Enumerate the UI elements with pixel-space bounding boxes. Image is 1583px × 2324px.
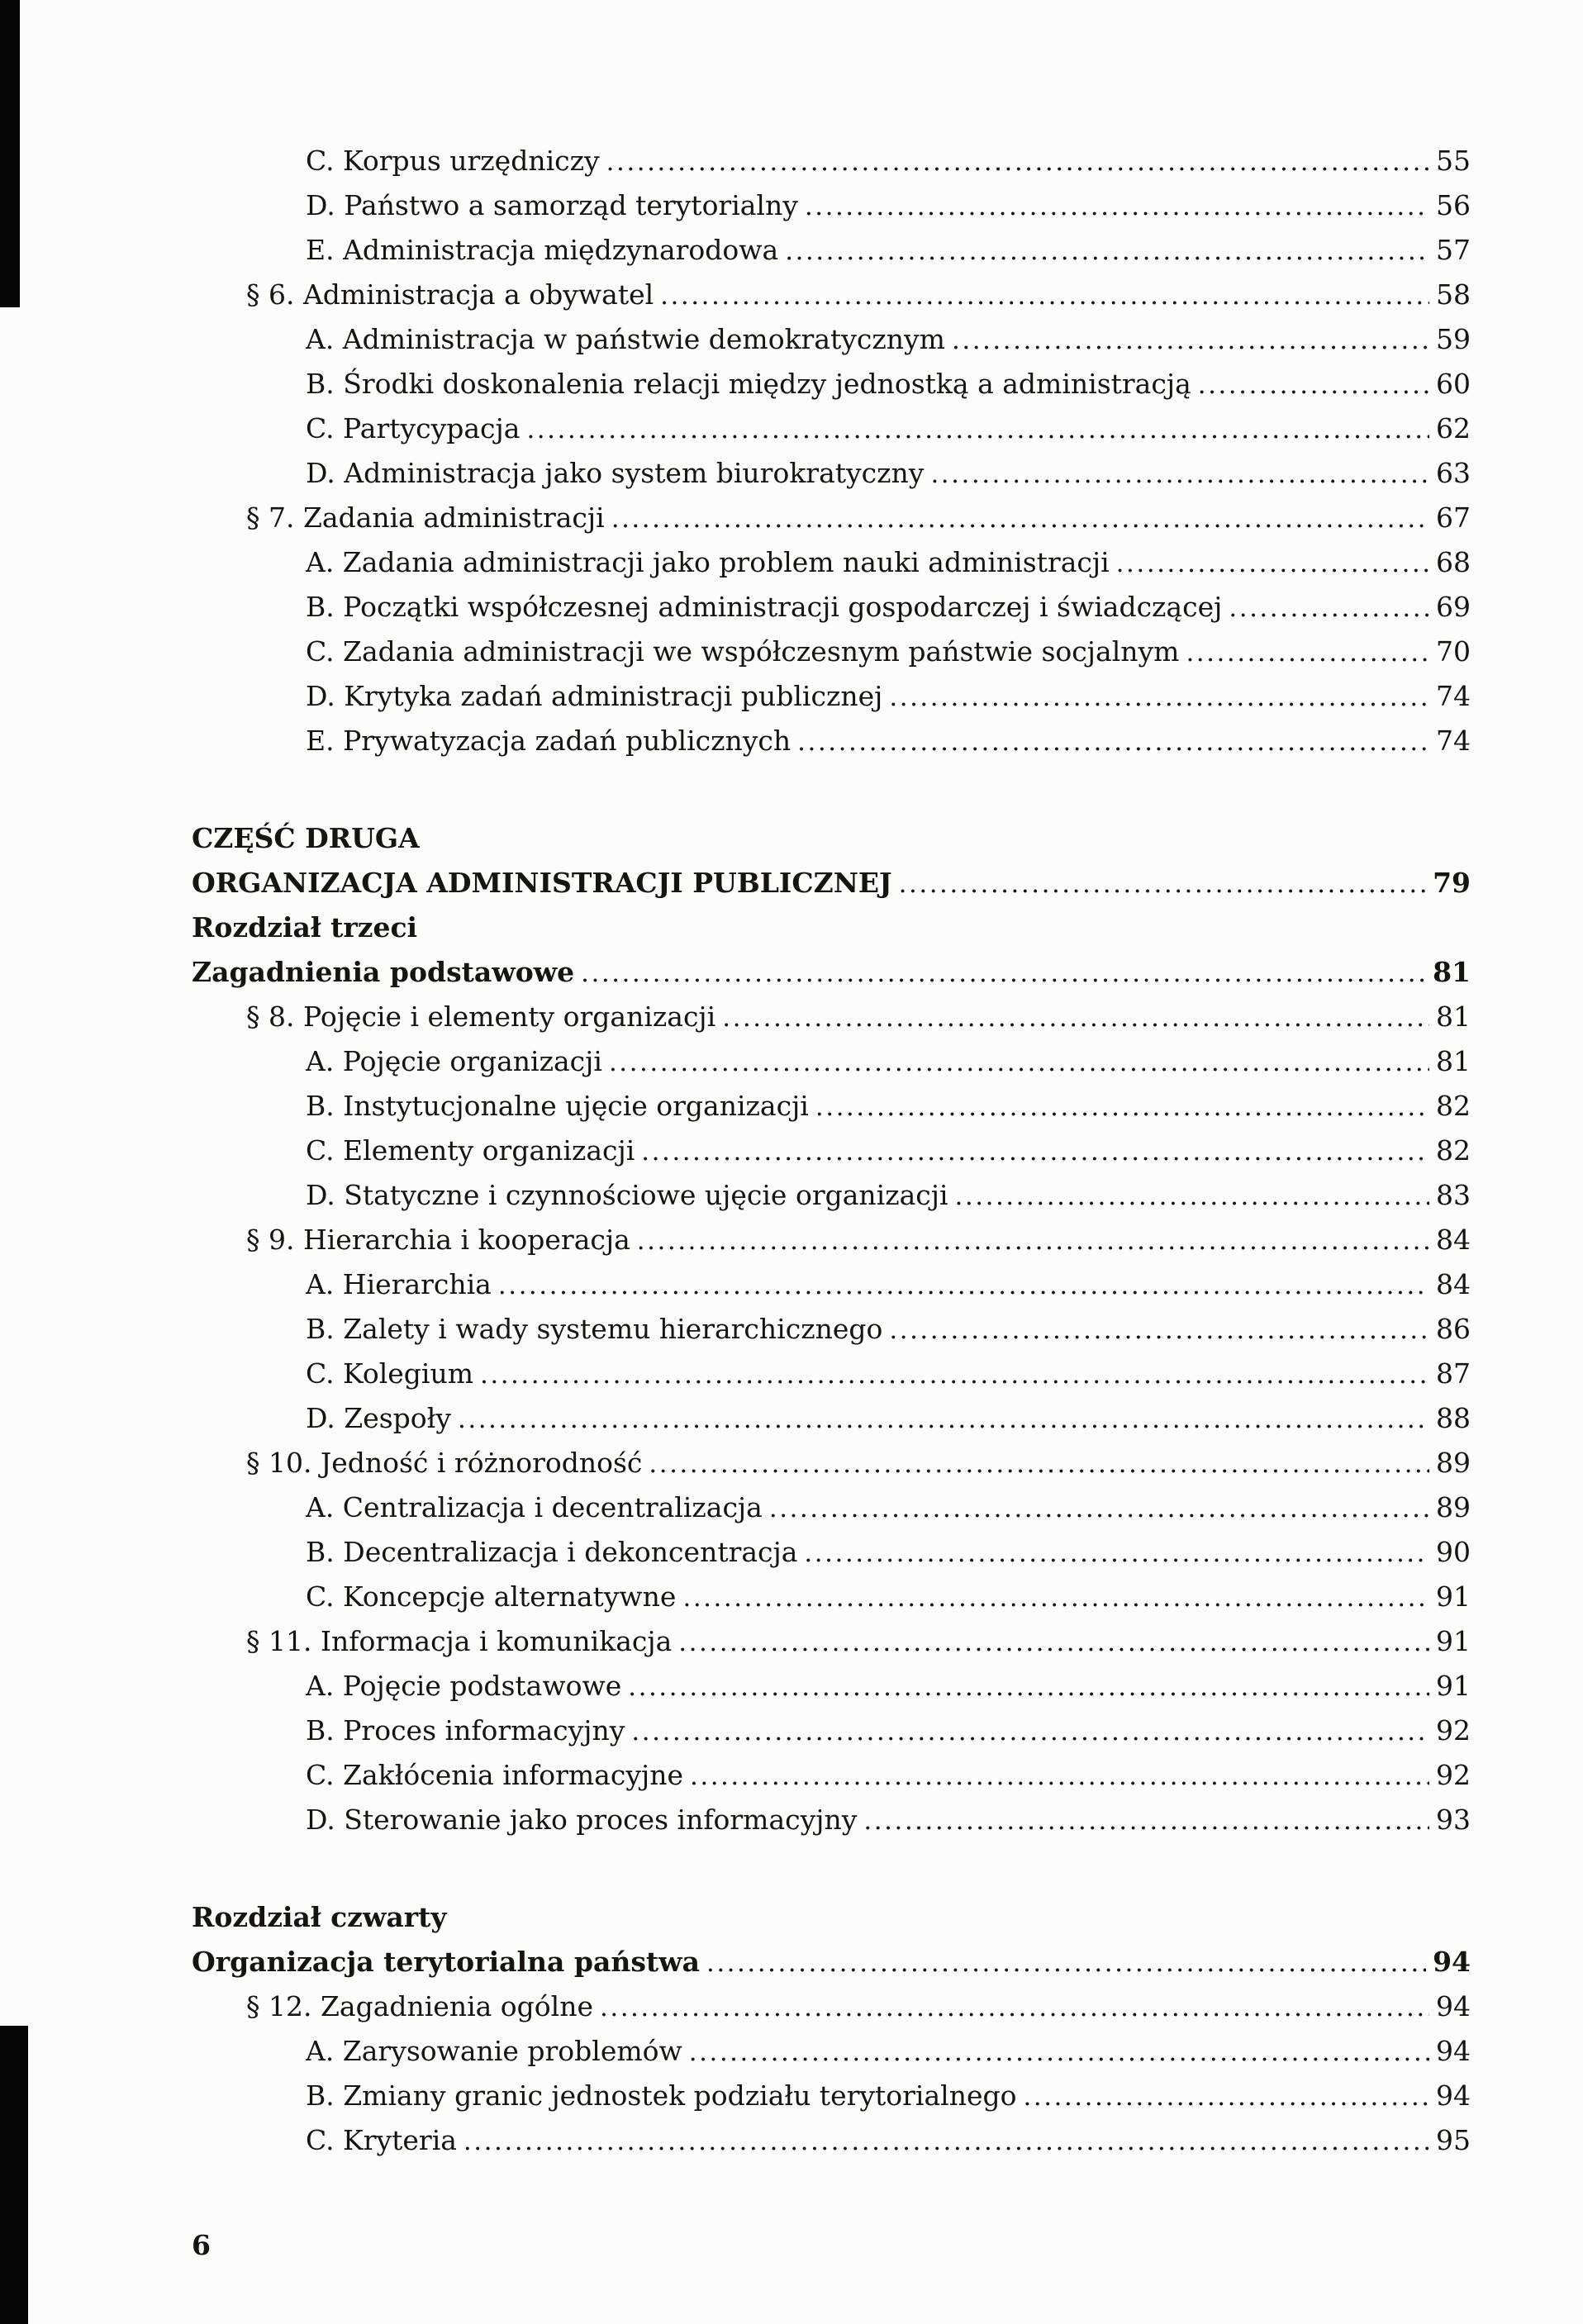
dot-leader: [526, 406, 1429, 452]
toc-entry: [192, 1575, 1471, 1619]
toc-entry-label: D. Państwo a samorząd terytorialny: [306, 189, 798, 221]
toc-entry-page: 90: [1436, 1536, 1471, 1568]
toc-entry-label: B. Proces informacyjny: [306, 1714, 625, 1747]
dot-leader: [785, 228, 1429, 273]
toc-entry-label: § 10. Jedność i różnorodność: [246, 1447, 643, 1479]
toc-entry-label: D. Zespoły: [306, 1402, 451, 1434]
toc-entry-label: C. Korpus urzędniczy: [306, 145, 600, 177]
toc-entry-page: 86: [1436, 1313, 1471, 1345]
toc-entry-page: 89: [1436, 1491, 1471, 1523]
toc-entry-page: 91: [1436, 1625, 1471, 1657]
toc-entry-page: 56: [1436, 189, 1471, 221]
toc-entry: [192, 674, 1471, 719]
toc-entry: [192, 1129, 1471, 1173]
toc-entry-page: 69: [1436, 591, 1471, 623]
toc-entry-page: 67: [1436, 501, 1471, 534]
dot-leader: [581, 950, 1426, 996]
toc-entry: [192, 585, 1471, 630]
toc-entry-page: 57: [1436, 234, 1471, 266]
toc-entry-page: 91: [1436, 1580, 1471, 1613]
toc-entry-page: 93: [1436, 1804, 1471, 1836]
toc-entry-label: A. Administracja w państwie demokratycznym: [306, 323, 945, 355]
toc-entry-label: § 7. Zadania administracji: [246, 501, 605, 534]
dot-leader: [628, 1664, 1429, 1709]
toc-entry-label: CZĘŚĆ DRUGA: [192, 822, 420, 854]
toc-entry-label: Rozdział trzeci: [192, 911, 418, 943]
dot-leader: [660, 273, 1429, 318]
dot-leader: [609, 1039, 1429, 1085]
toc-entry: [192, 273, 1471, 317]
toc-entry-label: A. Centralizacja i decentralizacja: [306, 1491, 763, 1523]
toc-entry-page: 55: [1436, 145, 1471, 177]
toc-entry: [192, 183, 1471, 228]
toc-entry: [192, 1530, 1471, 1575]
toc-entry: [192, 496, 1471, 540]
dot-leader: [889, 674, 1429, 720]
toc-entry: [192, 1753, 1471, 1798]
dot-leader: [600, 1984, 1429, 2030]
toc-entry-page: 83: [1436, 1179, 1471, 1211]
dot-leader: [611, 496, 1429, 541]
toc-entry-page: 63: [1436, 457, 1471, 489]
toc-entry: [192, 317, 1471, 362]
toc-entry: [192, 1619, 1471, 1664]
toc-entry-page: 60: [1436, 368, 1471, 400]
toc-entry-page: 94: [1436, 1990, 1471, 2022]
toc-entry-label: § 9. Hierarchia i kooperacja: [246, 1224, 630, 1256]
dot-leader: [498, 1262, 1429, 1308]
toc-entry-page: 92: [1436, 1714, 1471, 1747]
page-number: 6: [192, 2229, 211, 2261]
toc-entry-label: C. Kryteria: [306, 2124, 457, 2156]
toc-entry-page: 87: [1436, 1357, 1471, 1390]
toc-entry-page: 95: [1436, 2124, 1471, 2156]
toc-entry: [192, 2029, 1471, 2074]
toc-entry: [192, 451, 1471, 496]
toc-entry: [192, 1352, 1471, 1396]
toc-entry: [192, 139, 1471, 183]
toc-entry-label: D. Sterowanie jako proces informacyjny: [306, 1804, 858, 1836]
toc-entry-label: B. Instytucjonalne ujęcie organizacji: [306, 1090, 809, 1122]
toc-entry: [192, 362, 1471, 406]
toc-entry-label: B. Środki doskonalenia relacji między jednostką a administracją: [306, 368, 1191, 400]
toc-entry: [192, 995, 1471, 1039]
toc-entry: [192, 1441, 1471, 1485]
dot-leader: [641, 1129, 1429, 1174]
toc-entry: [192, 1396, 1471, 1441]
toc-entry-page: 62: [1436, 412, 1471, 444]
dot-leader: [815, 1084, 1429, 1129]
toc-entry-page: 81: [1433, 956, 1471, 988]
toc-entry-label: Rozdział czwarty: [192, 1901, 447, 1933]
toc-entry: [192, 1039, 1471, 1084]
toc-entry-label: C. Kolegium: [306, 1357, 473, 1390]
dot-leader: [1229, 585, 1429, 630]
dot-leader: [899, 861, 1426, 906]
dot-leader: [706, 1940, 1426, 1985]
dot-leader: [804, 1530, 1429, 1575]
dot-leader: [637, 1218, 1429, 1263]
toc-entry: [192, 905, 1471, 950]
toc-entry: [192, 2074, 1471, 2118]
toc-entry-page: 82: [1436, 1090, 1471, 1122]
dot-leader: [458, 1396, 1429, 1442]
toc-entry: [192, 950, 1471, 995]
dot-leader: [649, 1441, 1429, 1486]
toc-entry-label: § 11. Informacja i komunikacja: [246, 1625, 673, 1657]
toc-entry-label: § 8. Pojęcie i elementy organizacji: [246, 1000, 716, 1033]
toc-entry: [192, 1262, 1471, 1307]
toc-entry: [192, 1218, 1471, 1262]
toc-entry-label: C. Elementy organizacji: [306, 1134, 635, 1167]
toc-entry-page: 94: [1436, 2079, 1471, 2112]
dot-leader: [682, 1575, 1429, 1620]
toc-list: [192, 139, 1471, 2163]
toc-entry-page: 79: [1433, 867, 1471, 899]
dot-leader: [930, 451, 1429, 497]
toc-entry-page: 88: [1436, 1402, 1471, 1434]
dot-leader: [889, 1307, 1429, 1352]
toc-entry: [192, 540, 1471, 585]
toc-entry-label: § 12. Zagadnienia ogólne: [246, 1990, 593, 2022]
dot-leader: [1023, 2074, 1429, 2119]
toc-entry-label: C. Partycypacja: [306, 412, 521, 444]
toc-entry-label: D. Administracja jako system biurokratyczny: [306, 457, 925, 489]
toc-entry-page: 82: [1436, 1134, 1471, 1167]
toc-entry: [192, 1940, 1471, 1984]
toc-entry-page: 81: [1436, 1045, 1471, 1077]
toc-entry: [192, 630, 1471, 674]
dot-leader: [631, 1709, 1429, 1754]
toc-entry: [192, 1084, 1471, 1129]
toc-entry: [192, 1664, 1471, 1709]
toc-entry-page: 91: [1436, 1670, 1471, 1702]
scan-artifact-top-left: [0, 0, 20, 307]
dot-leader: [1186, 630, 1429, 675]
toc-entry-label: C. Zadania administracji we współczesnym państwie socjalnym: [306, 635, 1180, 668]
toc-entry-label: D. Statyczne i czynnościowe ujęcie organizacji: [306, 1179, 948, 1211]
dot-leader: [606, 139, 1429, 184]
toc-entry-page: 94: [1433, 1946, 1471, 1978]
toc-entry: [192, 1485, 1471, 1530]
toc-entry: [192, 228, 1471, 273]
toc-entry: [192, 2118, 1471, 2163]
dot-leader: [805, 183, 1429, 229]
dot-leader: [480, 1352, 1429, 1397]
toc-entry: [192, 816, 1471, 861]
toc-entry: [192, 1709, 1471, 1753]
toc-entry-label: § 6. Administracja a obywatel: [246, 278, 654, 311]
toc-entry-label: C. Zakłócenia informacyjne: [306, 1759, 683, 1791]
toc-entry-page: 94: [1436, 2035, 1471, 2067]
toc-entry-label: E. Administracja międzynarodowa: [306, 234, 779, 266]
toc-entry-label: C. Koncepcje alternatywne: [306, 1580, 677, 1613]
toc-entry: [192, 1173, 1471, 1218]
toc-entry-label: A. Pojęcie podstawowe: [306, 1670, 622, 1702]
toc-entry-page: 84: [1436, 1224, 1471, 1256]
dot-leader: [1198, 362, 1429, 407]
toc-entry-label: B. Decentralizacja i dekoncentracja: [306, 1536, 798, 1568]
toc-entry: [192, 861, 1471, 905]
toc-entry-label: ORGANIZACJA ADMINISTRACJI PUBLICZNEJ: [192, 867, 892, 899]
toc-entry-page: 84: [1436, 1268, 1471, 1300]
toc-entry: [192, 406, 1471, 451]
toc-entry-label: A. Zarysowanie problemów: [306, 2035, 682, 2067]
toc-entry-label: A. Pojęcie organizacji: [306, 1045, 602, 1077]
dot-leader: [1116, 540, 1429, 586]
dot-leader: [863, 1798, 1429, 1843]
toc-entry: [192, 1895, 1471, 1940]
toc-entry-page: 68: [1436, 546, 1471, 578]
toc-entry-label: A. Zadania administracji jako problem nauki administracji: [306, 546, 1110, 578]
toc-entry: [192, 1798, 1471, 1842]
dot-leader: [678, 1619, 1429, 1665]
dot-leader: [769, 1485, 1429, 1531]
toc-entry-label: Organizacja terytorialna państwa: [192, 1946, 700, 1978]
toc-entry: [192, 1984, 1471, 2029]
toc-entry-page: 74: [1436, 680, 1471, 712]
toc-entry-label: D. Krytyka zadań administracji publicznej: [306, 680, 883, 712]
toc-entry-page: 92: [1436, 1759, 1471, 1791]
toc-entry: [192, 1307, 1471, 1352]
toc-entry-page: 81: [1436, 1000, 1471, 1033]
toc-entry-label: E. Prywatyzacja zadań publicznych: [306, 725, 792, 757]
toc-entry-label: B. Zmiany granic jednostek podziału terytorialnego: [306, 2079, 1017, 2112]
dot-leader: [952, 317, 1429, 363]
dot-leader: [955, 1173, 1429, 1219]
dot-leader: [722, 995, 1429, 1040]
toc-entry-label: A. Hierarchia: [306, 1268, 492, 1300]
toc-entry-label: B. Zalety i wady systemu hierarchicznego: [306, 1313, 883, 1345]
toc-entry-page: 70: [1436, 635, 1471, 668]
toc-entry-page: 58: [1436, 278, 1471, 311]
dot-leader: [689, 2029, 1429, 2074]
toc-entry-label: Zagadnienia podstawowe: [192, 956, 575, 988]
toc-entry: [192, 719, 1471, 763]
toc-entry-page: 89: [1436, 1447, 1471, 1479]
dot-leader: [463, 2118, 1429, 2164]
toc-entry-label: B. Początki współczesnej administracji gospodarczej i świadczącej: [306, 591, 1223, 623]
scan-artifact-bottom-left: [0, 2026, 28, 2324]
dot-leader: [797, 719, 1429, 764]
toc-entry-page: 59: [1436, 323, 1471, 355]
dot-leader: [690, 1753, 1429, 1799]
toc-entry-page: 74: [1436, 725, 1471, 757]
